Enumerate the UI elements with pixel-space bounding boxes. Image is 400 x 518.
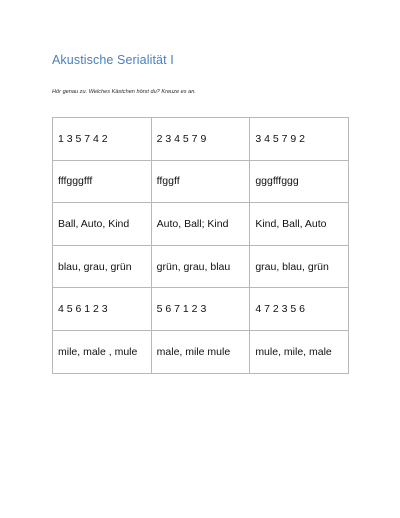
grid-row bbox=[53, 245, 349, 288]
answer-cell[interactable]: Auto, Ball; Kind bbox=[151, 203, 250, 246]
worksheet-title: Akustische Serialität I bbox=[52, 53, 174, 67]
answer-cell[interactable]: fffgggfff bbox=[53, 160, 152, 203]
answer-cell[interactable]: mile, male , mule bbox=[53, 330, 152, 373]
answer-cell[interactable]: 4 5 6 1 2 3 bbox=[53, 288, 152, 331]
answer-cell[interactable]: grün, grau, blau bbox=[151, 245, 250, 288]
grid-row bbox=[53, 160, 349, 203]
answer-cell[interactable]: 4 7 2 3 5 6 bbox=[250, 288, 349, 331]
answer-grid bbox=[52, 117, 349, 374]
answer-cell[interactable]: gggfffggg bbox=[250, 160, 349, 203]
worksheet-instruction: Hör genau zu. Welches Kästchen hörst du? Kreuze es an. bbox=[52, 89, 196, 95]
grid-row bbox=[53, 288, 349, 331]
answer-cell[interactable]: Ball, Auto, Kind bbox=[53, 203, 152, 246]
answer-cell[interactable]: Kind, Ball, Auto bbox=[250, 203, 349, 246]
answer-cell[interactable]: 1 3 5 7 4 2 bbox=[53, 118, 152, 161]
grid-row bbox=[53, 330, 349, 373]
answer-cell[interactable]: grau, blau, grün bbox=[250, 245, 349, 288]
answer-cell[interactable]: 5 6 7 1 2 3 bbox=[151, 288, 250, 331]
answer-cell[interactable]: 2 3 4 5 7 9 bbox=[151, 118, 250, 161]
grid-row bbox=[53, 203, 349, 246]
answer-cell[interactable]: male, mile mule bbox=[151, 330, 250, 373]
answer-cell[interactable]: ffggff bbox=[151, 160, 250, 203]
answer-cell[interactable]: blau, grau, grün bbox=[53, 245, 152, 288]
answer-cell[interactable]: 3 4 5 7 9 2 bbox=[250, 118, 349, 161]
answer-cell[interactable]: mule, mile, male bbox=[250, 330, 349, 373]
grid-row bbox=[53, 118, 349, 161]
